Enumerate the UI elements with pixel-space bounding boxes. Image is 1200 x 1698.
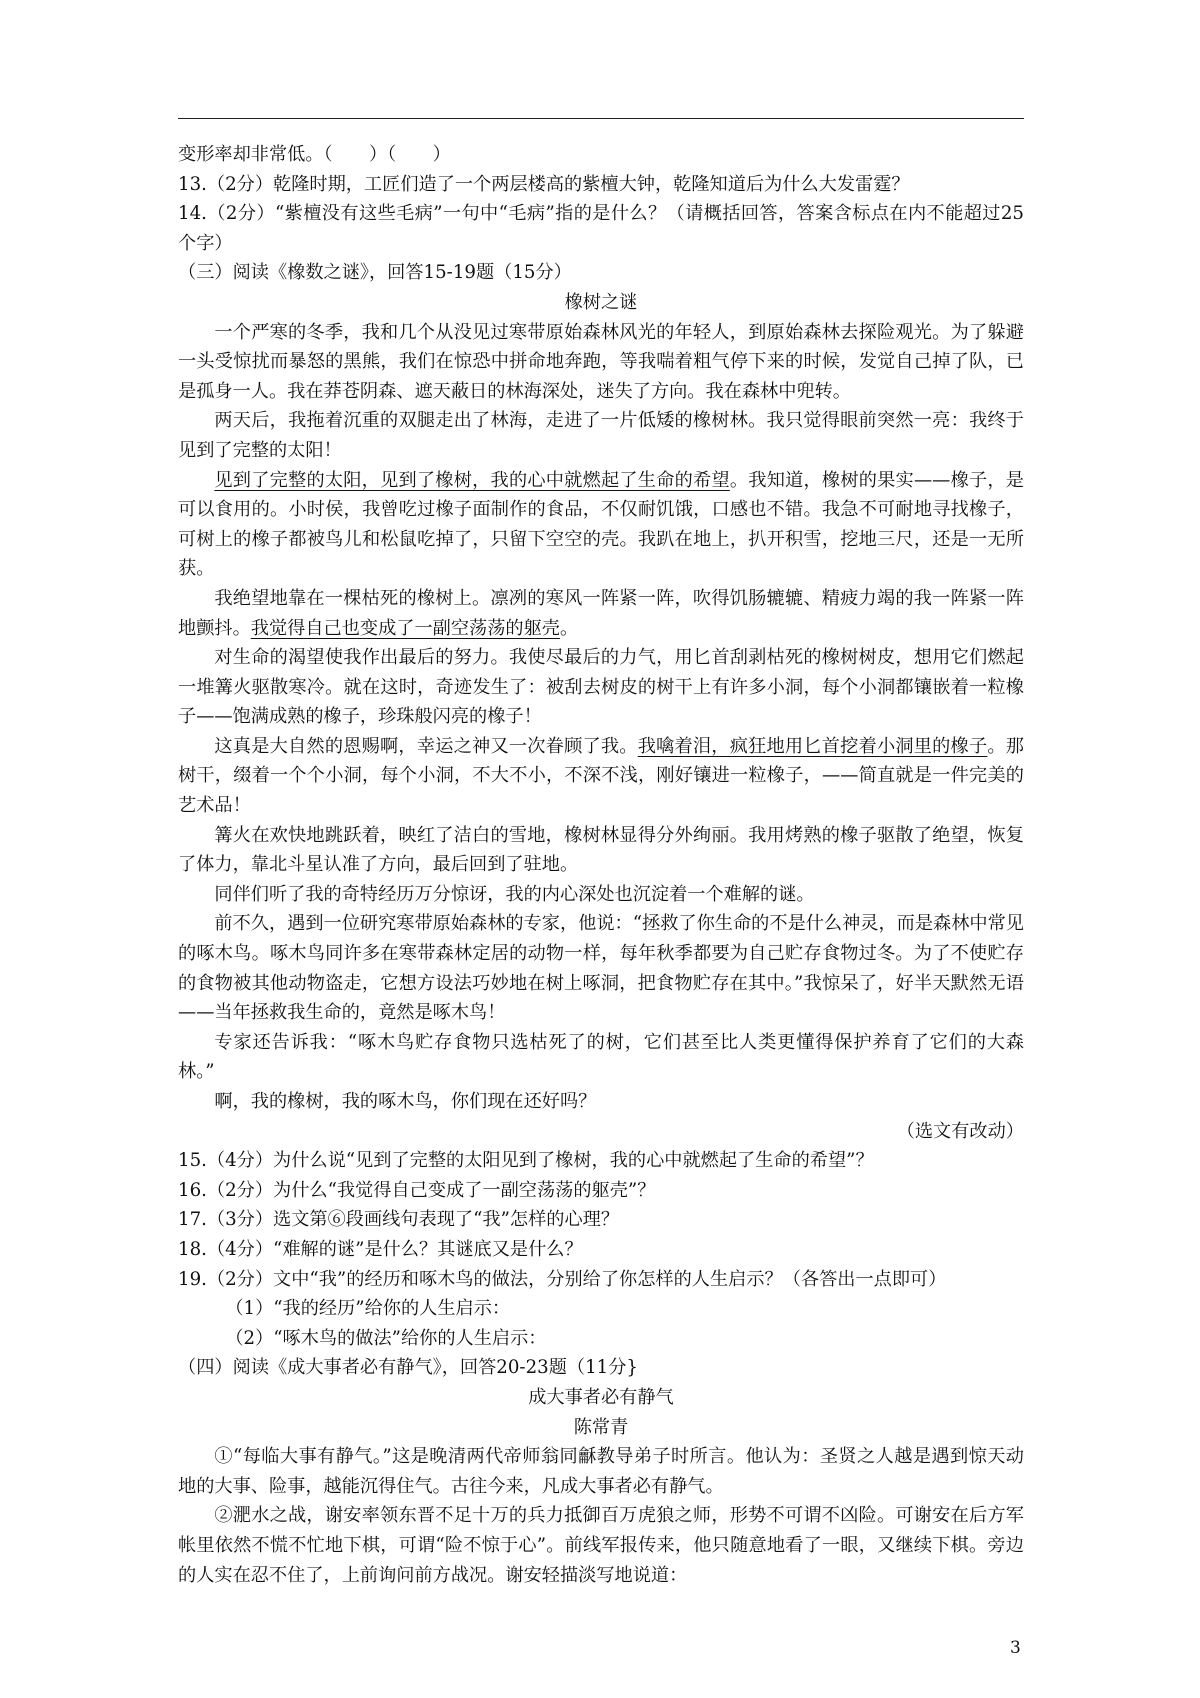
story-title: 橡树之谜 xyxy=(564,291,638,313)
section-4-heading: （四）阅读《成大事者必有静气》，回答20-23题（11分} xyxy=(178,1357,638,1379)
story-paragraph-2: 两天后，我拖着沉重的双腿走出了林海，走进了一片低矮的橡树林。我只觉得眼前突然一亮：我终于见到了完整的太阳！ xyxy=(178,410,1024,461)
story-paragraph-6: 这真是大自然的恩赐啊，幸运之神又一次眷顾了我。我噙着泪，疯狂地用匕首挖着小洞里的橡子。那树干，缀着一个个小洞，每个小洞，不大不小，不深不浅，刚好镶进一粒橡子，——简直就是一件完美的艺术品！ xyxy=(178,735,1024,817)
question-17: 17.（3分）选文第⑥段画线句表现了“我”怎样的心理？ xyxy=(178,1209,620,1231)
story-paragraph-9: 前不久，遇到一位研究寒带原始森林的专家，他说：“拯救了你生命的不是什么神灵，而是森林中常见的啄木鸟。啄木鸟同许多在寒带森林定居的动物一样，每年秋季都要为自己贮存食物过冬。为了不使贮存的食物被其他动物盗走，它想方设法巧妙地在树上啄洞，把食物贮存在其中。”我惊呆了，好半天默然无语——当年拯救我生命的，竟然是啄木鸟！ xyxy=(178,913,1024,1024)
question-18: 18.（4分）“难解的谜”是什么？其谜底又是什么？ xyxy=(178,1238,583,1260)
question-13: 13.（2分）乾隆时期，工匠们造了一个两层楼高的紫檀大钟，乾隆知道后为什么大发雷霆？ xyxy=(178,173,910,195)
answer-blank-line: 变形率却非常低。（ ）（ ） xyxy=(178,144,451,165)
story-paragraph-5: 对生命的渴望使我作出最后的努力。我使尽最后的力气，用匕首刮剥枯死的橡树树皮，想用它们燃起一堆篝火驱散寒冷。就在这时，奇迹发生了：被刮去树皮的树干上有许多小洞，每个小洞都镶嵌着一粒橡子——饱满成熟的橡子，珍珠般闪亮的橡子！ xyxy=(178,647,1024,728)
essay-author: 陈常青 xyxy=(573,1416,629,1438)
header-rule xyxy=(178,118,1024,119)
underlined-sentence: 见到了完整的太阳，见到了橡树，我的心中就燃起了生命的希望 xyxy=(214,469,730,491)
essay-title: 成大事者必有静气 xyxy=(528,1386,674,1408)
story-paragraph-10: 专家还告诉我：“啄木鸟贮存食物只选枯死了的树，它们甚至比人类更懂得保护养育了它们的大森林。” xyxy=(178,1031,1024,1083)
story-paragraph-3: 见到了完整的太阳，见到了橡树，我的心中就燃起了生命的希望。我知道，橡树的果实——橡子，是可以食用的。小时侯，我曾吃过橡子面制作的食品，不仅耐饥饿，口感也不错。我急不可耐地寻找橡子，可树上的橡子都被鸟儿和松鼠吃掉了，只留下空空的壳。我趴在地上，扒开积雪，挖地三尺，还是一无所获。 xyxy=(178,469,1024,580)
underlined-sentence: 我觉得自己也变成了一副空荡荡的躯壳 xyxy=(250,617,560,639)
question-15: 15.（4分）为什么说“见到了完整的太阳见到了橡树，我的心中就燃起了生命的希望”？ xyxy=(178,1150,874,1172)
question-14: 14.（2分）“紫檀没有这些毛病”一句中“毛病”指的是什么？（请概括回答，答案含标点在内不能超过25个字） xyxy=(178,203,1024,254)
question-19: 19.（2分）文中“我”的经历和啄木鸟的做法，分别给了你怎样的人生启示？（各答出一点即可） xyxy=(178,1268,947,1290)
section-3-heading: （三）阅读《橡数之谜》，回答15-19题（15分） xyxy=(178,262,572,284)
story-paragraph-1: 一个严寒的冬季，我和几个从没见过寒带原始森林风光的年轻人，到原始森林去探险观光。为了躲避一头受惊扰而暴怒的黑熊，我们在惊恐中拼命地奔跑，等我喘着粗气停下来的时候，发觉自己掉了队，已是孤身一人。我在莽苍阴森、遮天蔽日的林海深处，迷失了方向。我在森林中兜转。 xyxy=(178,321,1024,402)
page-content xyxy=(178,140,1024,1590)
story-paragraph-11: 啊，我的橡树，我的啄木鸟，你们现在还好吗？ xyxy=(214,1091,597,1112)
story-paragraph-7: 篝火在欢快地跳跃着，映红了洁白的雪地，橡树林显得分外绚丽。我用烤熟的橡子驱散了绝望，恢复了体力，靠北斗星认准了方向，最后回到了驻地。 xyxy=(178,824,1024,876)
page-number: 3 xyxy=(1010,1638,1021,1658)
sub-question-1: （1）“我的经历”给你的人生启示： xyxy=(225,1298,511,1320)
essay-paragraph-2: ②淝水之战，谢安率领东晋不足十万的兵力抵御百万虎狼之师，形势不可谓不凶险。可谢安在后方军帐里依然不慌不忙地下棋，可谓“险不惊于心”。前线军报传来，他只随意地看了一眼，又继续下棋。旁边的人实在忍不住了，上前询问前方战况。谢安轻描淡写地说道： xyxy=(178,1505,1024,1586)
question-16: 16.（2分）为什么“我觉得自己变成了一副空荡荡的躯壳”？ xyxy=(178,1179,656,1201)
essay-paragraph-1: ①“每临大事有静气。”这是晚清两代帝师翁同龢教导弟子时所言。他认为：圣贤之人越是遇到惊天动地的大事、险事，越能沉得住气。古往今来，凡成大事者必有静气。 xyxy=(178,1446,1024,1497)
underlined-sentence: 我噙着泪，疯狂地用匕首挖着小洞里的橡子 xyxy=(637,735,988,757)
story-paragraph-8: 同伴们听了我的奇特经历万分惊讶，我的内心深处也沉淀着一个难解的谜。 xyxy=(214,883,815,905)
story-paragraph-4: 我绝望地靠在一棵枯死的橡树上。凛冽的寒风一阵紧一阵，吹得饥肠辘辘、精疲力竭的我一阵紧一阵地颤抖。我觉得自己也变成了一副空荡荡的躯壳。 xyxy=(178,587,1024,639)
sub-question-2: （2）“啄木鸟的做法”给你的人生启示： xyxy=(225,1327,547,1349)
source-note: （选文有改动） xyxy=(896,1120,1024,1142)
